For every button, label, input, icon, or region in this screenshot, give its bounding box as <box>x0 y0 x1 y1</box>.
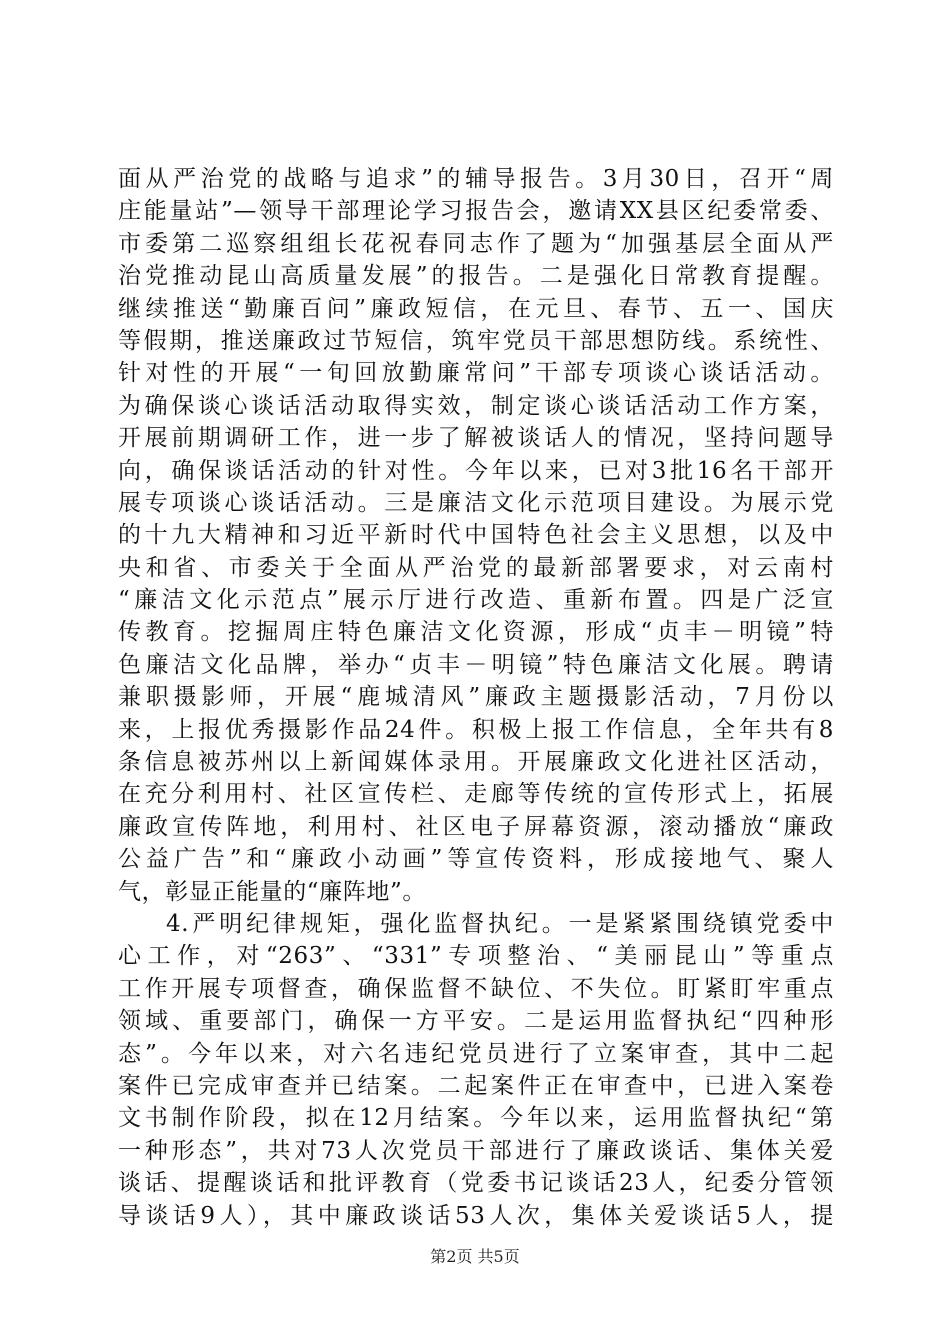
text-line: 央和省、市委关于全面从严治党的最新部署要求，对云南村 <box>118 554 834 581</box>
text-line: 态”。今年以来，对六名违纪党员进行了立案审查，其中二起 <box>118 1040 834 1067</box>
paragraph-last-line: 气，彰显正能量的“廉阵地”。 <box>118 878 426 905</box>
text-line: 展专项谈心谈话活动。三是廉洁文化示范项目建设。为展示党 <box>118 489 834 516</box>
text-line: 开展前期调研工作，进一步了解被谈话人的情况，坚持问题导 <box>118 425 834 452</box>
text-line: 庄能量站”—领导干部理论学习报告会，邀请XX县区纪委常委、 <box>118 198 834 225</box>
text-line: 治党推动昆山高质量发展”的报告。二是强化日常教育提醒。 <box>118 263 834 290</box>
text-line: 等假期，推送廉政过节短信，筑牢党员干部思想防线。系统性、 <box>118 327 834 354</box>
text-line: 来，上报优秀摄影作品24件。积极上报工作信息，全年共有8 <box>118 716 834 743</box>
text-line: 一种形态”，共对73人次党员干部进行了廉政谈话、集体关爱 <box>118 1137 834 1164</box>
text-line: 案件已完成审查并已结案。二起案件正在审查中，已进入案卷 <box>118 1072 834 1099</box>
text-line: 面从严治党的战略与追求”的辅导报告。3月30日，召开“周 <box>118 166 834 192</box>
document-body <box>118 163 834 1232</box>
text-line: 传教育。挖掘周庄特色廉洁文化资源，形成“贞丰－明镜”特 <box>118 619 834 646</box>
text-line: 文书制作阶段，拟在12月结案。今年以来，运用监督执纪“第 <box>118 1105 834 1132</box>
text-line: 导谈话9人），其中廉政谈话53人次，集体关爱谈话5人，提 <box>118 1202 834 1229</box>
paragraph-first-line: 4.严明纪律规矩，强化监督执纪。一是紧紧围绕镇党委中 <box>166 910 834 937</box>
text-line: 工作开展专项督查，确保监督不缺位、不失位。盯紧盯牢重点 <box>118 975 834 1002</box>
text-line: 色廉洁文化品牌，举办“贞丰－明镜”特色廉洁文化展。聘请 <box>118 651 834 678</box>
text-line: 廉政宣传阵地，利用村、社区电子屏幕资源，滚动播放“廉政 <box>118 813 834 840</box>
text-line: “廉洁文化示范点”展示厅进行改造、重新布置。四是广泛宣 <box>118 587 834 614</box>
page-number-footer: 第2页 共5页 <box>430 1247 520 1266</box>
text-line: 的十九大精神和习近平新时代中国特色社会主义思想，以及中 <box>118 522 834 549</box>
text-line: 在充分利用村、社区宣传栏、走廊等传统的宣传形式上，拓展 <box>118 781 834 808</box>
text-line: 市委第二巡察组组长花祝春同志作了题为“加强基层全面从严 <box>118 230 834 257</box>
text-line: 向，确保谈话活动的针对性。今年以来，已对3批16名干部开 <box>118 457 834 484</box>
text-line: 继续推送“勤廉百问”廉政短信，在元旦、春节、五一、国庆 <box>118 295 834 322</box>
text-line: 为确保谈心谈话活动取得实效，制定谈心谈话活动工作方案， <box>118 392 834 419</box>
text-line: 针对性的开展“一旬回放勤廉常问”干部专项谈心谈话活动。 <box>118 360 834 387</box>
text-line: 条信息被苏州以上新闻媒体录用。开展廉政文化进社区活动， <box>118 749 834 776</box>
text-line: 心工作，对“263”、“331”专项整治、“美丽昆山”等重点 <box>118 943 834 970</box>
text-line: 公益广告”和“廉政小动画”等宣传资料，形成接地气、聚人 <box>118 846 834 873</box>
text-line: 兼职摄影师，开展“鹿城清风”廉政主题摄影活动，7月份以 <box>118 684 834 711</box>
text-line: 谈话、提醒谈话和批评教育（党委书记谈话23人，纪委分管领 <box>118 1170 834 1197</box>
text-line: 领域、重要部门，确保一方平安。二是运用监督执纪“四种形 <box>118 1008 834 1035</box>
